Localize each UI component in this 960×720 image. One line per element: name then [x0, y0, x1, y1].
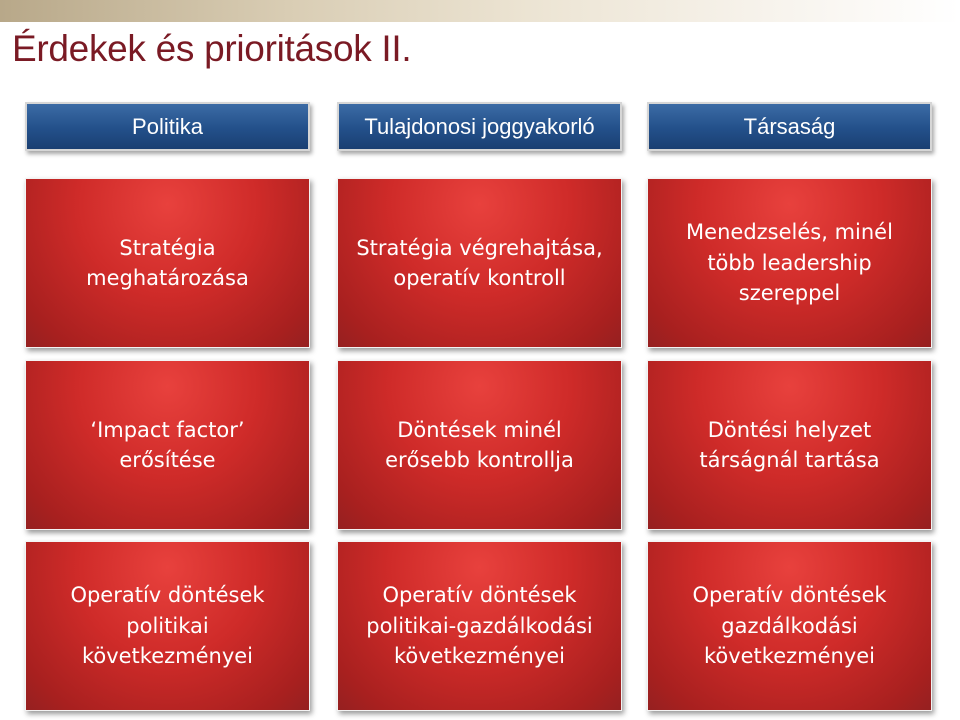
- header-politika: Politika: [25, 102, 310, 151]
- cell-row1-col3: [647, 178, 932, 348]
- cell-row3-col3: [647, 541, 932, 711]
- top-decorative-band: [0, 0, 960, 22]
- cell-text: Döntések minél erősebb kontrollja: [385, 417, 574, 472]
- cell-text: Döntési helyzet társágnál tartása: [699, 417, 880, 472]
- header-tulajdonosi-joggyakorlo: Tulajdonosi joggyakorló: [337, 102, 622, 151]
- cell-text: Operatív döntések politikai-gazdálkodási következményei: [366, 583, 593, 669]
- cell-text: Operatív döntések gazdálkodási következményei: [692, 583, 887, 669]
- cell-text: Menedzselés, minél több leadership szereppel: [686, 220, 893, 306]
- cell-text: Stratégia meghatározása: [86, 235, 249, 290]
- page-title: Érdekek és prioritások II.: [12, 28, 412, 69]
- cell-row1-col1: [25, 178, 310, 348]
- cell-row1-col2: [337, 178, 622, 348]
- cell-text: Stratégia végrehajtása, operatív kontroll: [356, 235, 603, 290]
- cell-text: ‘Impact factor’ erősítése: [90, 417, 245, 472]
- cell-text: Operatív döntések politikai következményei: [70, 583, 265, 669]
- cell-row3-col2: [337, 541, 622, 711]
- cell-row2-col3: [647, 360, 932, 530]
- cell-row3-col1: [25, 541, 310, 711]
- header-tarsasag: Társaság: [647, 102, 932, 151]
- cell-row2-col2: [337, 360, 622, 530]
- cell-row2-col1: [25, 360, 310, 530]
